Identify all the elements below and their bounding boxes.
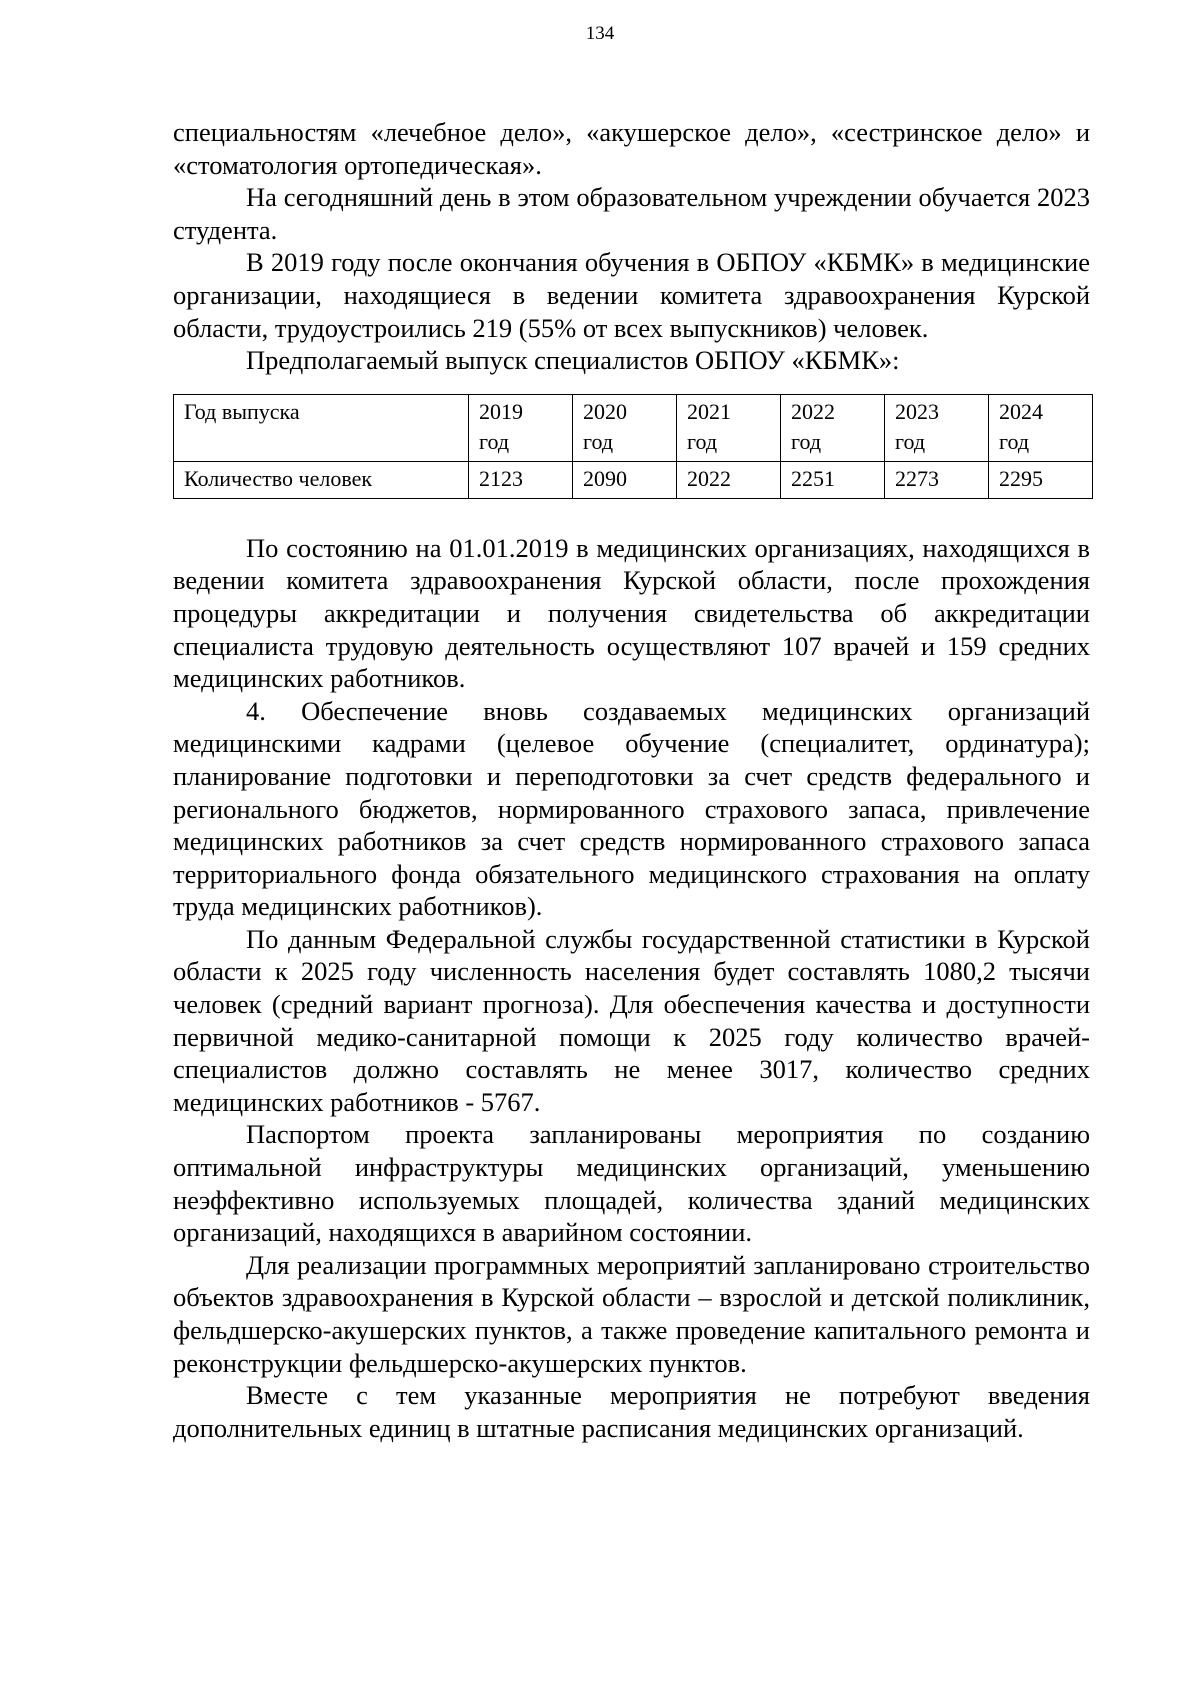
table-year-cell: 2023 год xyxy=(885,394,989,461)
table-value-cell: 2123 xyxy=(469,461,573,498)
table-year-cell: 2021 год xyxy=(677,394,781,461)
graduates-table xyxy=(173,394,1093,499)
table-year-cell: 2020 год xyxy=(573,394,677,461)
paragraph-accreditation: По состоянию на 01.01.2019 в медицинских организациях, находящихся в ведении комитета здравоохранения Курской области, после прохождения процедуры аккредитации и получения свидетельства об аккредитации специалиста трудовую деятельность осуществляют 107 врачей и 159 средних медицинских работников. xyxy=(173,532,1090,694)
table-row xyxy=(174,461,1093,498)
paragraph-continuation: специальностям «лечебное дело», «акушерское дело», «сестринское дело» и «стоматология ортопедическая». xyxy=(173,117,1090,180)
table-year-cell: 2019 год xyxy=(469,394,573,461)
paragraph-employment-2019: В 2019 году после окончания обучения в ОБПОУ «КБМК» в медицинские организации, находящиеся в ведении комитета здравоохранения Курской области, трудоустроились 219 (55% от всех выпускников) человек. xyxy=(173,247,1090,343)
table-value-cell: 2022 xyxy=(677,461,781,498)
table-header-row xyxy=(174,394,1093,461)
table-year-cell: 2024 год xyxy=(989,394,1093,461)
table-value-cell: 2090 xyxy=(573,461,677,498)
table-value-cell: 2273 xyxy=(885,461,989,498)
table-row-label: Количество человек xyxy=(174,461,469,498)
paragraph-infrastructure: Паспортом проекта запланированы мероприятия по созданию оптимальной инфраструктуры медицинских организаций, уменьшению неэффективно используемых площадей, количества зданий медицинских организаций, находящихся в аварийном состоянии. xyxy=(173,1119,1090,1248)
table-year-cell: 2022 год xyxy=(781,394,885,461)
paragraph-staff-schedule: Вместе с тем указанные мероприятия не потребуют введения дополнительных единиц в штатные расписания медицинских организаций. xyxy=(173,1380,1090,1443)
paragraph-construction: Для реализации программных мероприятий запланировано строительство объектов здравоохранения в Курской области – взрослой и детской поликлиник, фельдшерско-акушерских пунктов, а также проведение капитального ремонта и реконструкции фельдшерско-акушерских пунктов. xyxy=(173,1249,1090,1378)
paragraph-population-forecast: По данным Федеральной службы государственной статистики в Курской области к 2025 году численность населения будет составлять 1080,2 тысячи человек (средний вариант прогноза). Для обеспечения качества и доступности первичной медико-санитарной помощи к 2025 году количество врачей-специалистов должно составлять не менее 3017, количество средних медицинских работников - 5767. xyxy=(173,923,1090,1117)
table-value-cell: 2295 xyxy=(989,461,1093,498)
paragraph-students-count: На сегодняшний день в этом образовательном учреждении обучается 2023 студента. xyxy=(173,182,1090,245)
table-header-label: Год выпуска xyxy=(174,394,469,461)
page-number: 134 xyxy=(585,23,615,44)
paragraph-table-intro: Предполагаемый выпуск специалистов ОБПОУ «КБМК»: xyxy=(246,345,900,376)
paragraph-staffing-item-4: 4. Обеспечение вновь создаваемых медицинских организаций медицинскими кадрами (целевое обучение (специалитет, ординатура); планирование подготовки и переподготовки за счет средств федерального и регионального бюджетов, нормированного страхового запаса, привлечение медицинских работников за счет средств нормированного страхового запаса территориального фонда обязательного медицинского страхования на оплату труда медицинских работников). xyxy=(173,695,1090,922)
table-value-cell: 2251 xyxy=(781,461,885,498)
document-body xyxy=(173,116,1090,1444)
